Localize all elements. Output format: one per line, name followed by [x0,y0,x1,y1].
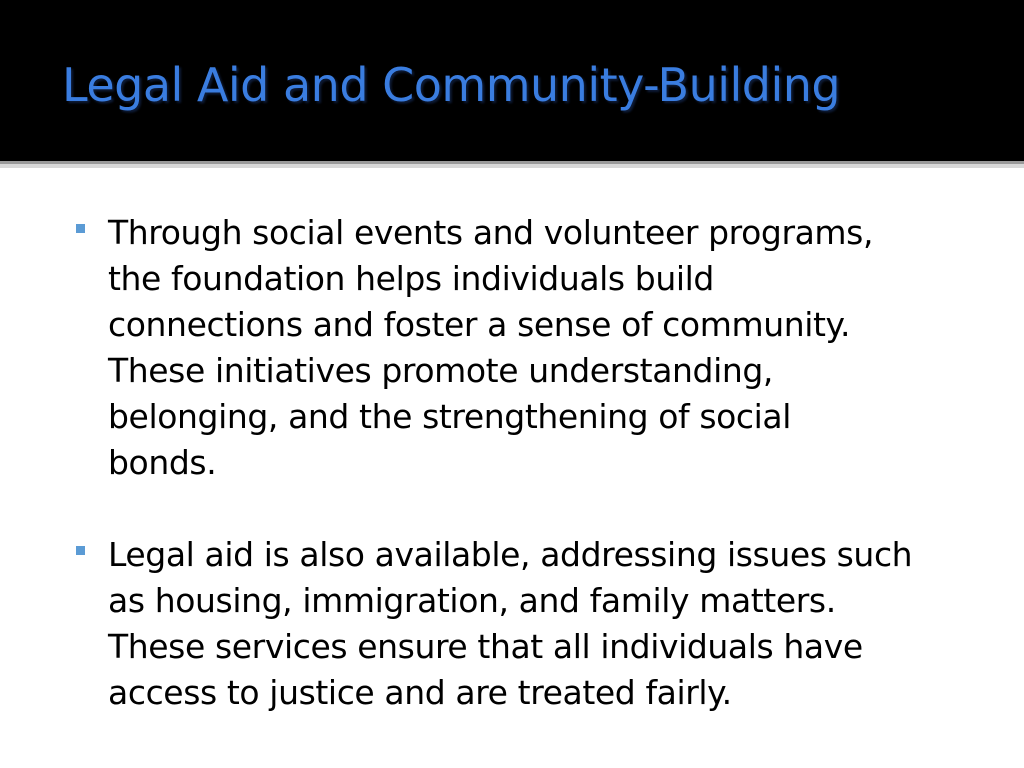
bullet-text: Through social events and volunteer programs, the foundation helps individuals build connections and foster a sense of community. These initiatives promote understanding, belonging, and the strengthening of social bonds. [108,213,874,482]
square-bullet-icon [76,224,85,233]
square-bullet-icon [76,546,85,555]
slide-title: Legal Aid and Community-Building [62,58,841,112]
title-bar [0,0,1024,160]
content-area [0,168,1024,768]
bullet-text: Legal aid is also available, addressing issues such as housing, immigration, and family matters. These services ensure that all individuals have access to justice and are treated fairly. [108,535,913,712]
